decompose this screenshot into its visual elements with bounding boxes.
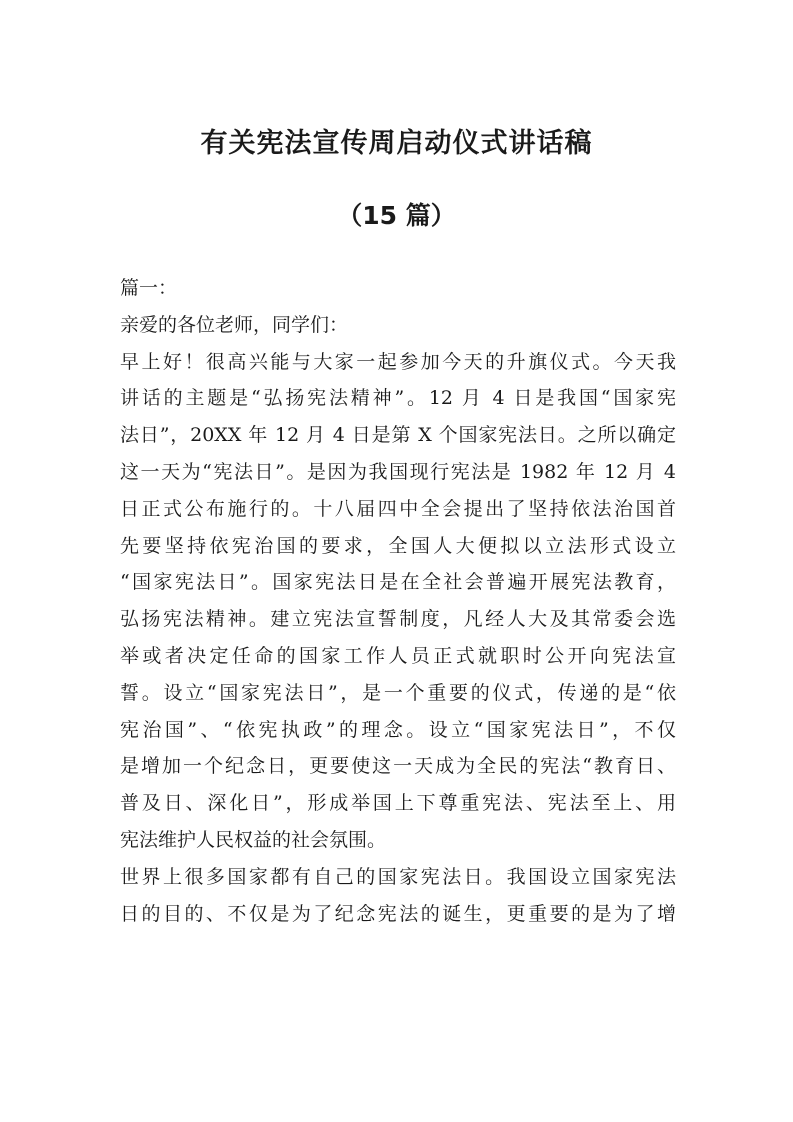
body-line: 法日”，20XX 年 12 月 4 日是第 X 个国家宪法日。之所以确定 — [120, 424, 676, 447]
body-line: 是增加一个纪念日，更要使这一天成为全民的宪法“教育日、 — [120, 755, 676, 778]
document-body — [120, 270, 676, 932]
body-line: “国家宪法日”。国家宪法日是在全社会普遍开展宪法教育， — [120, 571, 676, 594]
body-line: 宪法维护人民权益的社会氛围。 — [120, 828, 387, 851]
body-line: 誓。设立“国家宪法日”，是一个重要的仪式，传递的是“依 — [120, 681, 676, 704]
body-line: 宪治国”、“依宪执政”的理念。设立“国家宪法日”，不仅 — [120, 718, 676, 741]
body-line: 这一天为“宪法日”。是因为我国现行宪法是 1982 年 12 月 4 — [120, 460, 676, 483]
body-line: 日的目的、不仅是为了纪念宪法的诞生，更重要的是为了增 — [120, 902, 676, 925]
body-line: 亲爱的各位老师，同学们： — [120, 313, 349, 336]
document-subtitle: （15 篇） — [337, 201, 456, 230]
body-line: 讲话的主题是“弘扬宪法精神”。12 月 4 日是我国“国家宪 — [120, 387, 676, 410]
body-line: 早上好！很高兴能与大家一起参加今天的升旗仪式。今天我 — [120, 350, 676, 373]
body-line: 先要坚持依宪治国的要求，全国人大便拟以立法形式设立 — [120, 534, 676, 557]
body-line: 日正式公布施行的。十八届四中全会提出了坚持依法治国首 — [120, 497, 676, 520]
body-line: 普及日、深化日”，形成举国上下尊重宪法、宪法至上、用 — [120, 792, 676, 815]
body-line: 篇一： — [120, 277, 178, 299]
body-line: 弘扬宪法精神。建立宪法宣誓制度，凡经人大及其常委会选 — [120, 608, 676, 631]
body-line: 世界上很多国家都有自己的国家宪法日。我国设立国家宪法 — [120, 865, 676, 888]
document-title: 有关宪法宣传周启动仪式讲话稿 — [200, 128, 593, 159]
body-line: 举或者决定任命的国家工作人员正式就职时公开向宪法宣 — [120, 644, 676, 667]
